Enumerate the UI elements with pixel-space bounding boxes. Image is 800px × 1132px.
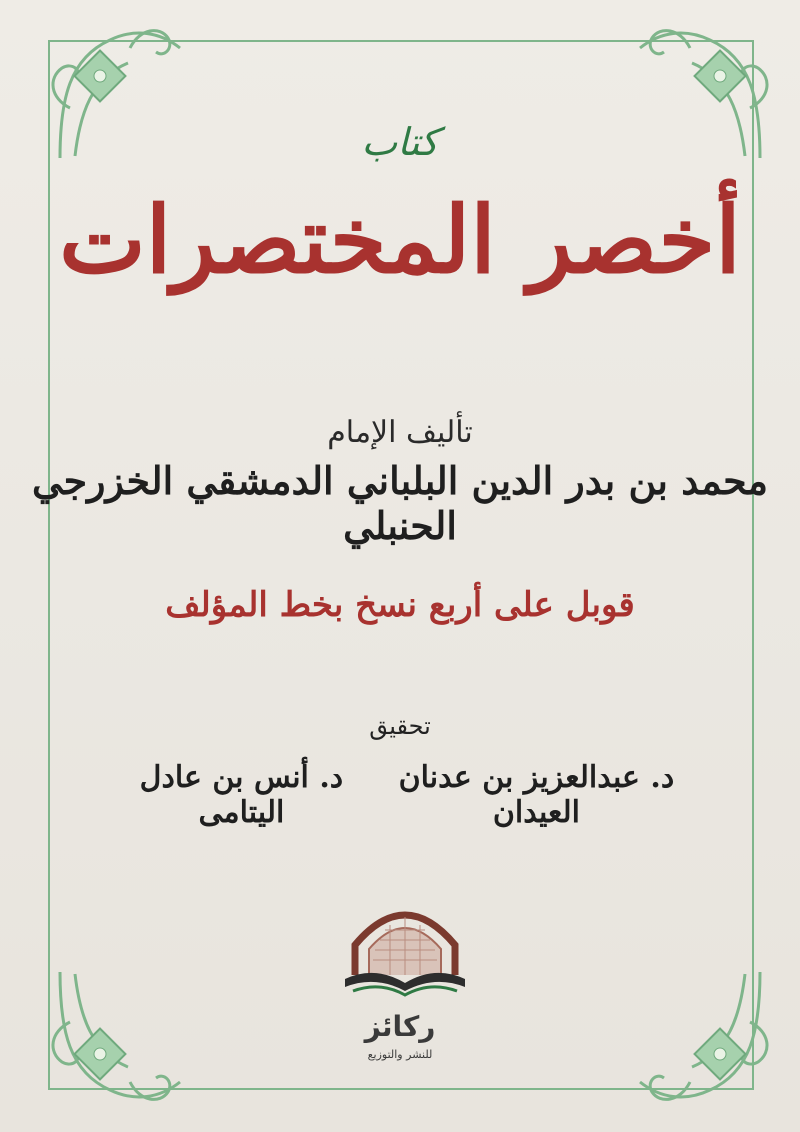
author-label: تأليف الإمام (327, 415, 473, 450)
publisher-subtitle: للنشر والتوزيع (367, 1048, 433, 1061)
collation-note: قوبل على أربع نسخ بخط المؤلف (165, 585, 635, 625)
editor-name: د. عبدالعزيز بن عدنان العيدان (398, 760, 675, 830)
book-label: كتاب (361, 120, 439, 164)
editors-list (110, 760, 700, 830)
book-title: أخصر المختصرات (59, 186, 741, 294)
editors-label: تحقيق (369, 712, 431, 740)
editor-name: د. أنس بن عادل اليتامى (139, 760, 344, 830)
author-name: محمد بن بدر الدين البلباني الدمشقي الخزرجي الحنبلي (32, 458, 768, 548)
publisher-logo-icon (335, 895, 475, 1015)
publisher-name: ركائز (364, 1010, 436, 1043)
